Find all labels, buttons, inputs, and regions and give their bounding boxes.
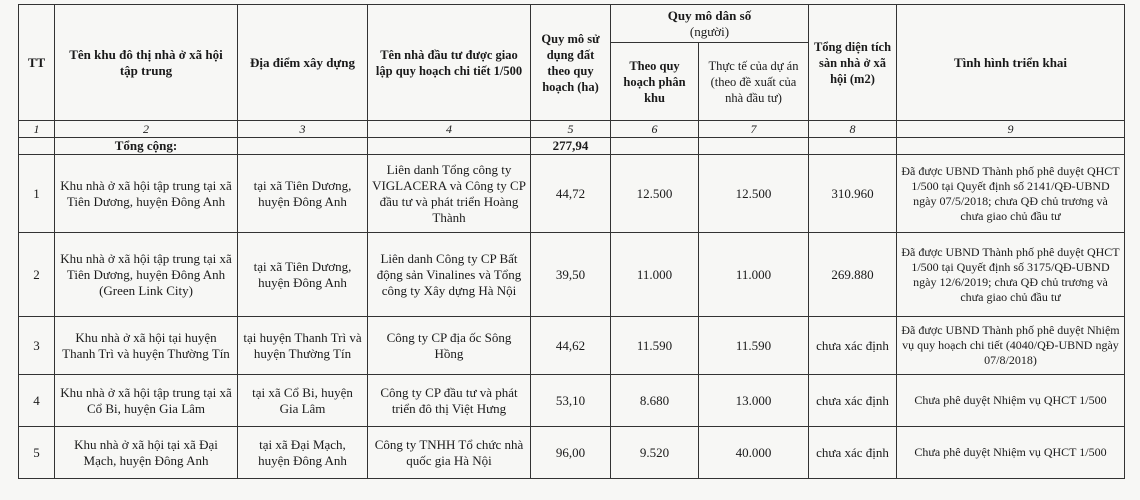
row-status: Đã được UBND Thành phố phê duyệt QHCT 1/500 tại Quyết định số 2141/QĐ-UBND ngày 07/5/2018; chưa QĐ chủ trương và chưa giao chủ đầu tư [897,155,1125,233]
header-status: Tình hình triển khai [897,5,1125,121]
header-floor-area: Tổng diện tích sàn nhà ở xã hội (m2) [809,5,897,121]
row-floor-area: chưa xác định [809,375,897,427]
row-status: Đã được UBND Thành phố phê duyệt QHCT 1/500 tại Quyết định số 3175/QĐ-UBND ngày 12/6/2019; chưa QĐ chủ trương và chưa giao chủ đầu tư [897,233,1125,317]
column-number: 2 [55,121,238,138]
table-row [19,233,1125,317]
header-row-1 [19,5,1125,43]
header-pop-unit: (người) [689,23,730,39]
row-pop-actual: 40.000 [699,427,809,479]
row-tt: 2 [19,233,55,317]
row-pop-actual: 13.000 [699,375,809,427]
row-status: Đã được UBND Thành phố phê duyệt Nhiệm vụ quy hoạch chi tiết (4040/QĐ-UBND ngày 07/8/2018) [897,317,1125,375]
row-investor: Công ty CP địa ốc Sông Hồng [368,317,531,375]
total-empty [611,138,699,155]
row-pop-plan: 12.500 [611,155,699,233]
row-investor: Liên danh Tổng công ty VIGLACERA và Công ty CP đầu tư và phát triển Hoàng Thành [368,155,531,233]
header-area: Quy mô sử dụng đất theo quy hoạch (ha) [531,5,611,121]
header-pop-group-title: Quy mô dân số [667,7,752,23]
row-area: 53,10 [531,375,611,427]
total-empty [699,138,809,155]
header-pop-actual: Thực tế của dự án (theo đề xuất của nhà đầu tư) [699,43,809,121]
total-area: 277,94 [531,138,611,155]
row-location: tại xã Tiên Dương, huyện Đông Anh [238,233,368,317]
total-row [19,138,1125,155]
header-pop-plan: Theo quy hoạch phân khu [611,43,699,121]
total-empty [809,138,897,155]
row-tt: 4 [19,375,55,427]
row-name: Khu nhà ở xã hội tại xã Đại Mạch, huyện Đông Anh [55,427,238,479]
row-status: Chưa phê duyệt Nhiệm vụ QHCT 1/500 [897,427,1125,479]
header-location: Địa điểm xây dựng [238,5,368,121]
header-investor: Tên nhà đầu tư được giao lập quy hoạch chi tiết 1/500 [368,5,531,121]
row-pop-plan: 11.590 [611,317,699,375]
row-tt: 5 [19,427,55,479]
row-name: Khu nhà ở xã hội tập trung tại xã Cổ Bi, huyện Gia Lâm [55,375,238,427]
row-pop-actual: 11.590 [699,317,809,375]
row-pop-actual: 12.500 [699,155,809,233]
row-floor-area: 269.880 [809,233,897,317]
row-location: tại xã Tiên Dương, huyện Đông Anh [238,155,368,233]
document-table-container [18,4,1125,479]
row-location: tại huyện Thanh Trì và huyện Thường Tín [238,317,368,375]
column-number: 8 [809,121,897,138]
row-investor: Công ty CP đầu tư và phát triển đô thị Việt Hưng [368,375,531,427]
column-number: 9 [897,121,1125,138]
row-name: Khu nhà ở xã hội tại huyện Thanh Trì và huyện Thường Tín [55,317,238,375]
total-label: Tổng cộng: [55,138,238,155]
total-tt [19,138,55,155]
row-status: Chưa phê duyệt Nhiệm vụ QHCT 1/500 [897,375,1125,427]
row-area: 39,50 [531,233,611,317]
row-area: 44,62 [531,317,611,375]
row-tt: 3 [19,317,55,375]
row-investor: Liên danh Công ty CP Bất động sản Vinalines và Tổng công ty Xây dựng Hà Nội [368,233,531,317]
total-empty [238,138,368,155]
row-name: Khu nhà ở xã hội tập trung tại xã Tiên Dương, huyện Đông Anh [55,155,238,233]
column-number: 7 [699,121,809,138]
column-number: 1 [19,121,55,138]
header-tt: TT [19,5,55,121]
table-row [19,427,1125,479]
header-pop-group [611,5,809,43]
table-row [19,375,1125,427]
row-tt: 1 [19,155,55,233]
total-empty [897,138,1125,155]
column-number: 6 [611,121,699,138]
table-row [19,155,1125,233]
row-area: 44,72 [531,155,611,233]
row-location: tại xã Đại Mạch, huyện Đông Anh [238,427,368,479]
row-pop-plan: 9.520 [611,427,699,479]
row-name: Khu nhà ở xã hội tập trung tại xã Tiên Dương, huyện Đông Anh (Green Link City) [55,233,238,317]
row-area: 96,00 [531,427,611,479]
table-row [19,317,1125,375]
row-pop-plan: 11.000 [611,233,699,317]
row-floor-area: chưa xác định [809,427,897,479]
row-investor: Công ty TNHH Tổ chức nhà quốc gia Hà Nội [368,427,531,479]
column-number: 3 [238,121,368,138]
row-floor-area: 310.960 [809,155,897,233]
row-location: tại xã Cổ Bi, huyện Gia Lâm [238,375,368,427]
housing-projects-table [18,4,1125,479]
column-number: 5 [531,121,611,138]
column-number-row [19,121,1125,138]
row-pop-plan: 8.680 [611,375,699,427]
row-pop-actual: 11.000 [699,233,809,317]
row-floor-area: chưa xác định [809,317,897,375]
total-empty [368,138,531,155]
header-name: Tên khu đô thị nhà ở xã hội tập trung [55,5,238,121]
column-number: 4 [368,121,531,138]
